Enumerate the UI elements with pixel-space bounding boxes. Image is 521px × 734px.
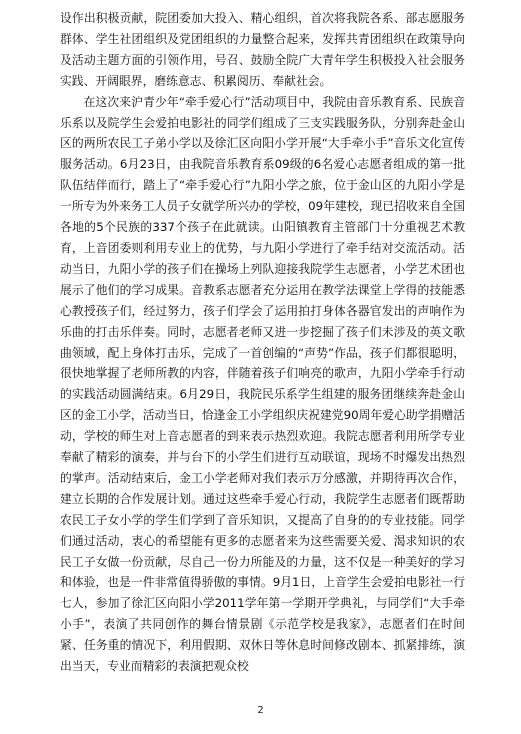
page-number: 2 xyxy=(257,705,264,716)
paragraph-intro-continued: 设作出积极贡献，院团委加大投入、精心组织，首次将我院各系、部志愿服务群体、学生社团组织及党团组织的力量整合起来，发挥共青团组织在政策导向及活动主题方面的引领作用，号召、鼓励全院广大青年学生积极投入社会服务实践、开阔眼界，磨练意志、积累阅历、奉献社会。 xyxy=(60,11,465,88)
document-body xyxy=(60,8,465,677)
paragraph-activity-report: 在这次来沪青少年“牵手爱心行”活动项目中，我院由音乐教育系、民族音乐系以及院学生会爱拍电影社的同学们组成了三支实践服务队，分别奔赴金山区的两所农民工子弟小学以及徐汇区向阳小学开展“大手牵小手”音乐文化宣传服务活动。6月23日，由我院音乐教育系09级的6名爱心志愿者组成的第一批队伍结伴而行，踏上了“牵手爱心行”九阳小学之旅，位于金山区的九阳小学是一所专为外来务工人员子女就学所兴办的学校，09年建校，现已招收来自全国各地的5个民族的337个孩子在此就读。山阳镇教育主管部门十分重视艺术教育，上音团委则利用专业上的优势，与九阳小学进行了牵手结对交流活动。活动当日，九阳小学的孩子们在操场上列队迎接我院学生志愿者，小学艺术团也展示了他们的学习成果。音教系志愿者充分运用在教学法课堂上学得的技能悉心教授孩子们，经过努力，孩子们学会了运用拍打身体各器官发出的声响作为乐曲的打击乐伴奏。同时，志愿者老师又进一步挖掘了孩子们未涉及的英文歌曲领域，配上身体打击乐，完成了一首创编的“声势”作品，孩子们都很聪明，很快地掌握了老师所教的内容，伴随着孩子们响亮的歌声，九阳小学牵手行动的实践活动圆满结束。6月29日，我院民乐系学生组建的服务团继续奔赴金山区的金工小学，活动当日，恰逢金工小学组织庆祝建党90周年爱心助学捐赠活动，学校的师生对上音志愿者的到来表示热烈欢迎。我院志愿者利用所学专业奉献了精彩的演奏，并与台下的小学生们进行互动联谊，现场不时爆发出热烈的掌声。活动结束后，金工小学老师对我们表示万分感激，并期待再次合作，建立长期的合作发展计划。通过这些牵手爱心行动，我院学生志愿者们既帮助农民工子女小学的学生们学到了音乐知识，又提高了自身的的专业技能。同学们通过活动，衷心的希望能有更多的志愿者来为这些需要关爱、渴求知识的农民工子女做一份贡献，尽自己一份力所能及的力量，这不仅是一种美好的学习和体验，也是一件非常值得骄傲的事情。9月1日，上音学生会爱拍电影社一行七人，参加了徐汇区向阳小学2011学年第一学期开学典礼，与同学们“大手牵小手”，表演了共同创作的舞台情景剧《示范学校是我家》，志愿者们在时间紧、任务重的情况下，利用假期、双休日等休息时间修改剧本、抓紧排练，演出当天，专业而精彩的表演把观众校 xyxy=(60,94,465,674)
